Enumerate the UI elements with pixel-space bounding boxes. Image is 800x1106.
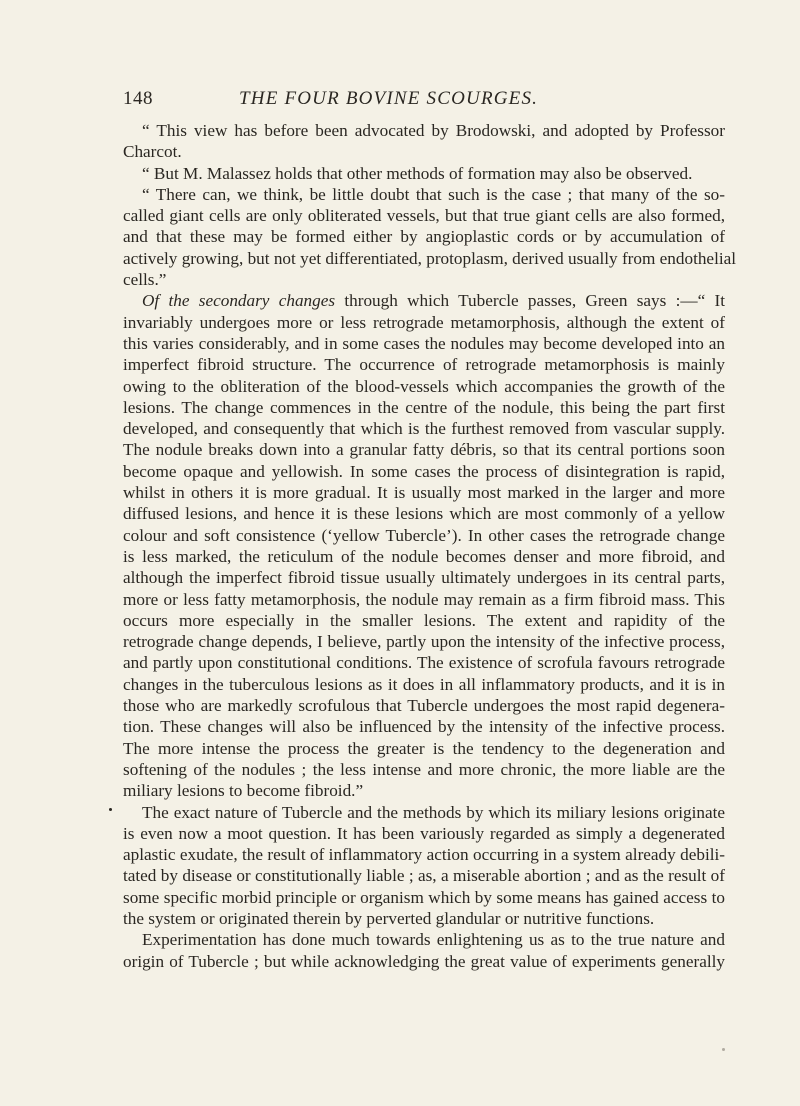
text-line: actively growing, but not yet differentiated, protoplasm, derived usually from endothelial bbox=[123, 248, 737, 268]
text-line: although the imperfect fibroid tissue usually ultimately undergoes in its central parts, bbox=[123, 568, 725, 588]
print-speck bbox=[722, 1048, 725, 1051]
text-line: tated by disease or constitutionally liable ; as, a miserable abortion ; and as the result of bbox=[123, 866, 725, 886]
text-line: Experimentation has done much towards enlightening us as to the true nature and bbox=[142, 930, 725, 950]
text-line: softening of the nodules ; the less intense and more chronic, the more liable are the bbox=[123, 759, 725, 779]
text-line: whilst in others it is more gradual. It is usually most marked in the larger and more bbox=[123, 483, 725, 503]
running-title: THE FOUR BOVINE SCOURGES. bbox=[239, 88, 539, 109]
text-line: origin of Tubercle ; but while acknowledging the great value of experiments generally bbox=[123, 951, 725, 971]
text-line: Charcot. bbox=[123, 142, 182, 162]
text-line: The exact nature of Tubercle and the methods by which its miliary lesions originate bbox=[142, 802, 725, 822]
text-line: retrograde change depends, I believe, partly upon the intensity of the infective process, bbox=[123, 632, 725, 652]
text-line: this varies considerably, and in some cases the nodules may become developed into an bbox=[123, 333, 725, 353]
text-line: and partly upon constitutional conditions. The existence of scrofula favours retrograde bbox=[123, 653, 725, 673]
text-line: the system or originated therein by perverted glandular or nutritive functions. bbox=[123, 908, 655, 928]
text-line: become opaque and yellowish. In some cases the process of disintegration is rapid, bbox=[123, 461, 725, 481]
body-text bbox=[123, 120, 737, 972]
text-line: more or less fatty metamorphosis, the nodule may remain as a firm fibroid mass. This bbox=[123, 589, 725, 609]
text-line: owing to the obliteration of the blood-vessels which accompanies the growth of the bbox=[123, 376, 725, 396]
text-line: occurs more especially in the smaller lesions. The extent and rapidity of the bbox=[123, 610, 725, 630]
text-line: diffused lesions, and hence it is these lesions which are most commonly of a yellow bbox=[123, 504, 725, 524]
text-line: “ But M. Malassez holds that other methods of formation may also be observed. bbox=[142, 163, 693, 183]
text-line: cells.” bbox=[123, 270, 167, 290]
page-number: 148 bbox=[123, 88, 153, 109]
text-line: “ There can, we think, be little doubt that such is the case ; that many of the so- bbox=[142, 184, 725, 204]
text-line: is even now a moot question. It has been variously regarded as simply a degenerated bbox=[123, 823, 725, 843]
text-line: lesions. The change commences in the centre of the nodule, this being the part first bbox=[123, 397, 725, 417]
text-line: is less marked, the reticulum of the nodule becomes denser and more fibroid, and bbox=[123, 546, 725, 566]
margin-mark bbox=[109, 808, 112, 811]
running-head bbox=[105, 88, 725, 114]
text-line bbox=[123, 290, 725, 311]
text-line: some specific morbid principle or organism which by some means has gained access to bbox=[123, 887, 725, 907]
text-line: changes in the tuberculous lesions as it does in all inflammatory products, and it is in bbox=[123, 674, 725, 694]
text-line: imperfect fibroid structure. The occurrence of retrograde metamorphosis is mainly bbox=[123, 355, 725, 375]
text-line: The nodule breaks down into a granular fatty débris, so that its central portions soon bbox=[123, 440, 725, 460]
text-line: invariably undergoes more or less retrograde metamorphosis, although the extent of bbox=[123, 312, 725, 332]
text-line: called giant cells are only obliterated vessels, but that true giant cells are also formed, bbox=[123, 206, 725, 226]
text-line: developed, and consequently that which is the furthest removed from vascular supply. bbox=[123, 419, 725, 439]
text-line: “ This view has before been advocated by Brodowski, and adopted by Professor bbox=[142, 121, 725, 140]
text-line-rest: through which Tubercle passes, Green says :—“ It bbox=[344, 291, 726, 311]
text-line: colour and soft consistence (‘yellow Tubercle’). In other cases the retrograde change bbox=[123, 525, 725, 545]
text-line: those who are markedly scrofulous that Tubercle undergoes the most rapid degenera- bbox=[123, 696, 725, 716]
text-line: The more intense the process the greater is the tendency to the degeneration and bbox=[123, 738, 725, 758]
text-line: aplastic exudate, the result of inflammatory action occurring in a system already debili- bbox=[123, 845, 725, 865]
text-line: and that these may be formed either by angioplastic cords or by accumulation of bbox=[123, 227, 725, 247]
text-line: tion. These changes will also be influenced by the intensity of the infective process. bbox=[123, 717, 725, 737]
text-line: miliary lesions to become fibroid.” bbox=[123, 781, 364, 801]
italic-lead: Of the secondary changes bbox=[142, 291, 336, 311]
